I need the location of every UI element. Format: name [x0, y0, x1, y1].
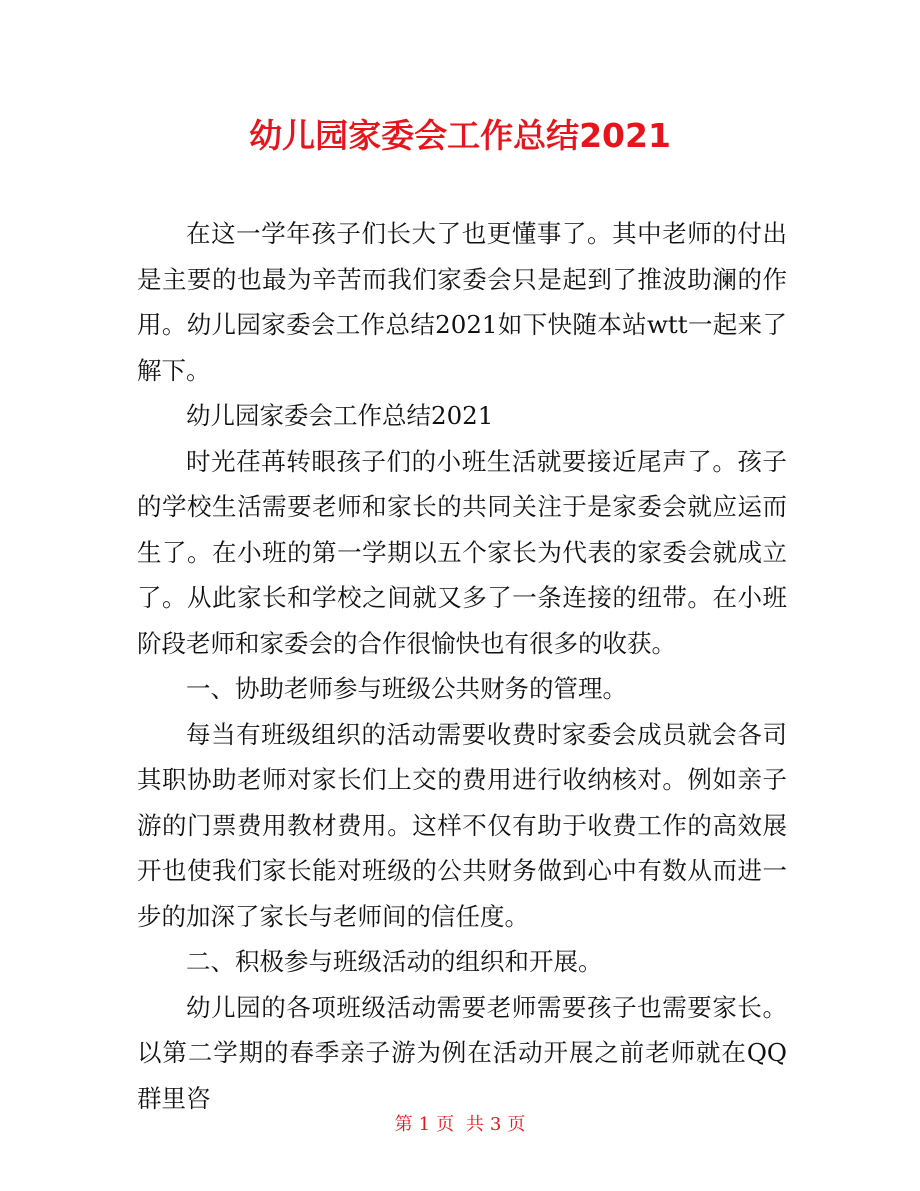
paragraph-background: 时光荏苒转眼孩子们的小班生活就要接近尾声了。孩子的学校生活需要老师和家长的共同关注于是家委会就应运而生了。在小班的第一学期以五个家长为代表的家委会就成立了。从此家长和学校之间就又多了一条连接的纽带。在小班阶段老师和家委会的合作很愉快也有很多的收获。: [137, 446, 787, 658]
footer-label-total-unit: 页: [507, 1114, 526, 1135]
section-heading-2: 二、积极参与班级活动的组织和开展。: [186, 947, 603, 976]
paragraph-finance: 每当有班级组织的活动需要收费时家委会成员就会各司其职协助老师对家长们上交的费用进行收纳核对。例如亲子游的门票费用教材费用。这样不仅有助于收费工作的高效展开也使我们家长能对班级的公共财务做到心中有数从而进一步的加深了家长与老师间的信任度。: [137, 719, 787, 931]
paragraph-subtitle: 幼儿园家委会工作总结2021: [186, 401, 494, 430]
footer-label-total: 共: [465, 1114, 484, 1135]
document-title: 幼儿园家委会工作总结2021: [249, 116, 671, 155]
footer-label-page-unit: 页: [436, 1114, 455, 1135]
paragraph-activities: 幼儿园的各项班级活动需要老师需要孩子也需要家长。以第二学期的春季亲子游为例在活动开展之前老师就在QQ群里咨: [137, 992, 787, 1113]
page-number-footer: [0, 1111, 920, 1139]
document-body: [137, 211, 787, 1121]
section-heading-1: 一、协助老师参与班级公共财务的管理。: [186, 674, 627, 703]
paragraph-intro: 在这一学年孩子们长大了也更懂事了。其中老师的付出是主要的也最为辛苦而我们家委会只是起到了推波助澜的作用。幼儿园家委会工作总结2021如下快随本站wtt一起来了解下。: [137, 219, 787, 385]
footer-label-page: 第: [394, 1114, 413, 1135]
footer-total-pages: 3: [489, 1114, 502, 1135]
footer-current-page: 1: [418, 1114, 431, 1135]
